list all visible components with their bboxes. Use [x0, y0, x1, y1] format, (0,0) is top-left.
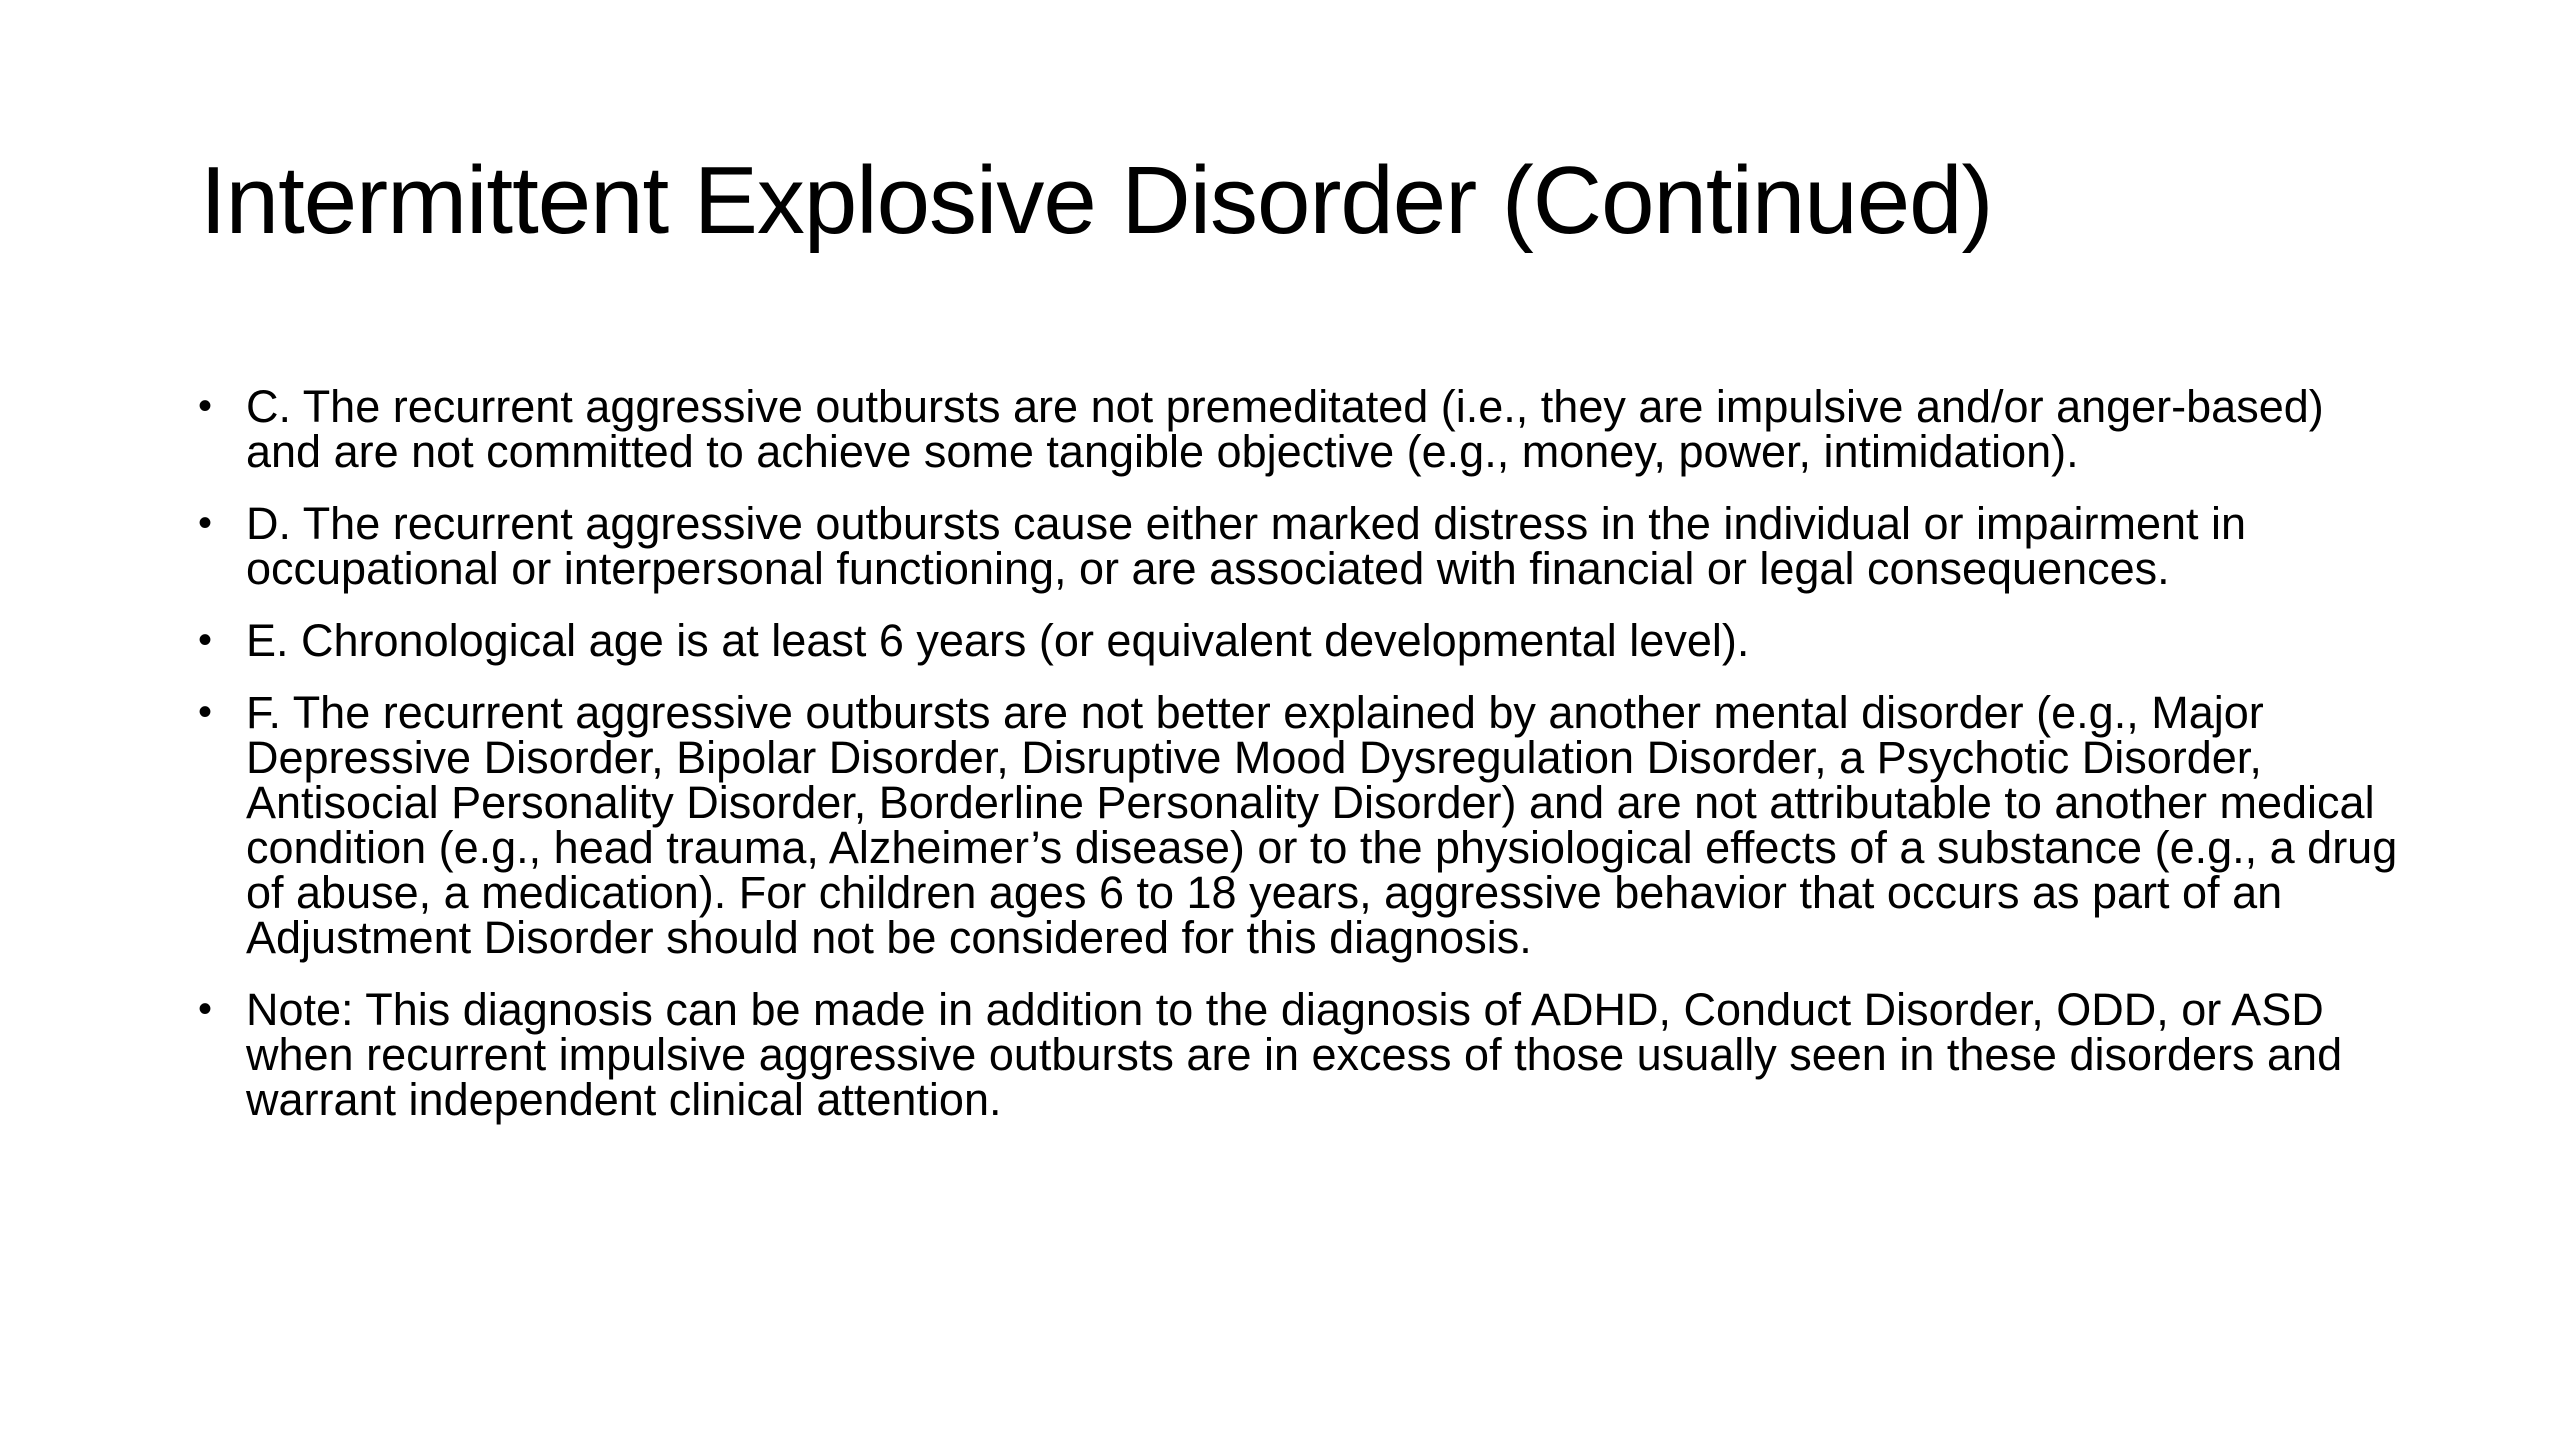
bullet-item-f [190, 687, 2400, 963]
slide-title: Intermittent Explosive Disorder (Continued) [200, 147, 1993, 254]
bullet-text: D. The recurrent aggressive outbursts cause either marked distress in the individual or impairment in occupational or interpersonal functioning, or are associated with financial or legal consequences. [246, 498, 2247, 594]
bullet-text: E. Chronological age is at least 6 years (or equivalent developmental level). [246, 615, 1750, 666]
bullet-item-c [190, 381, 2400, 477]
bullet-text: C. The recurrent aggressive outbursts are not premeditated (i.e., they are impulsive and/or anger-based) and are not committed to achieve some tangible objective (e.g., money, power, intimidation). [246, 381, 2324, 477]
bullet-list [190, 381, 2400, 1149]
bullet-dot-icon: • [198, 690, 213, 734]
bullet-dot-icon: • [198, 618, 213, 662]
bullet-text: F. The recurrent aggressive outbursts are not better explained by another mental disorder (e.g., Major Depressive Disorder, Bipolar Disorder, Disruptive Mood Dysregulation Disorder, a Psychotic Disorder, Antisocial Personality Disorder, Borderline Personality Disorder) and are not attributable to another medical condition (e.g., head trauma, Alzheimer’s disease) or to the physiological effects of a substance (e.g., a drug of abuse, a medication). For children ages 6 to 18 years, aggressive behavior that occurs as part of an Adjustment Disorder should not be considered for this diagnosis. [246, 687, 2398, 963]
bullet-dot-icon: • [198, 384, 213, 428]
bullet-dot-icon: • [198, 987, 213, 1031]
bullet-text: Note: This diagnosis can be made in addition to the diagnosis of ADHD, Conduct Disorder, ODD, or ASD when recurrent impulsive aggressive outbursts are in excess of those usually seen in these disorders and warrant independent clinical attention. [246, 984, 2343, 1125]
bullet-item-note [190, 984, 2400, 1125]
bullet-item-e [190, 615, 2400, 666]
bullet-dot-icon: • [198, 501, 213, 545]
bullet-item-d [190, 498, 2400, 594]
